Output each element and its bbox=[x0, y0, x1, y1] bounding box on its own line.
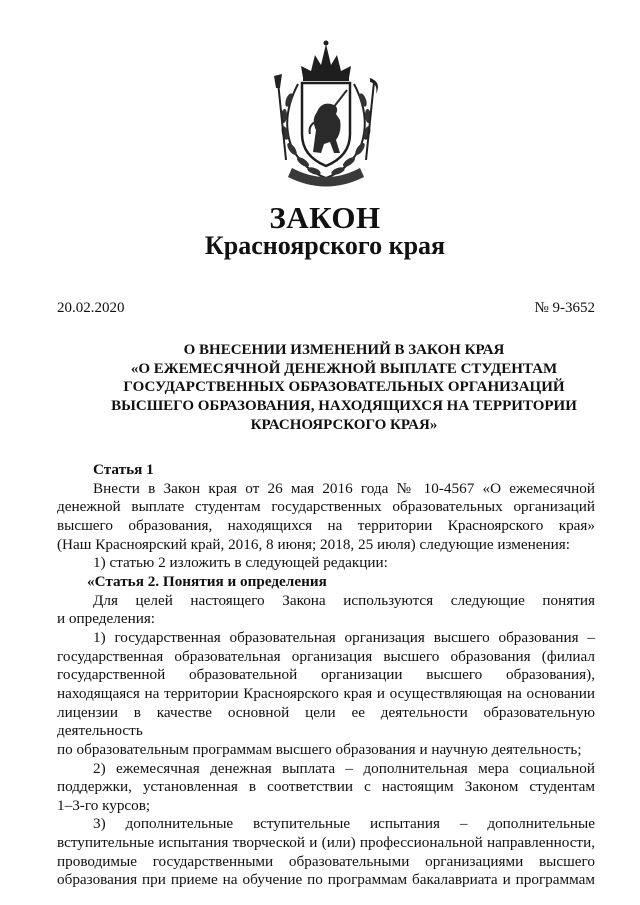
body-text-line: поддержки, установленная в соответствии с настоящим Законом студентам bbox=[57, 778, 595, 796]
body-text-line: высшего образования, находящихся на территории Красноярского края» bbox=[57, 516, 595, 534]
paragraph bbox=[57, 815, 595, 890]
quoted-article-heading: «Статья 2. Понятия и определения bbox=[87, 572, 327, 590]
body-text-line: денежной выплате студентам государственных образовательных организаций bbox=[57, 498, 595, 516]
paragraph bbox=[57, 480, 595, 555]
law-title-line: «О ЕЖЕМЕСЯЧНОЙ ДЕНЕЖНОЙ ВЫПЛАТЕ СТУДЕНТАМ bbox=[130, 360, 558, 377]
law-title-line: ВЫСШЕГО ОБРАЗОВАНИЯ, НАХОДЯЩИХСЯ НА ТЕРРИТОРИИ bbox=[111, 398, 577, 415]
paragraph bbox=[57, 629, 595, 760]
law-title-line: КРАСНОЯРСКОГО КРАЯ» bbox=[250, 416, 438, 433]
body-text-line: (Наш Красноярский край, 2016, 8 июня; 2018, 25 июля) следующие изменения: bbox=[57, 535, 570, 553]
body-text-line: находящаяся на территории Красноярского края и осуществляющая на основании bbox=[57, 684, 595, 702]
paragraph bbox=[57, 554, 595, 573]
body-text-line: Внести в Закон края от 26 мая 2016 года № 10-4567 «О ежемесячной bbox=[93, 479, 595, 497]
body-text-line: 1) статью 2 изложить в следующей редакции: bbox=[93, 554, 388, 572]
law-title-line: ГОСУДАРСТВЕННЫХ ОБРАЗОВАТЕЛЬНЫХ ОРГАНИЗАЦИЙ bbox=[123, 379, 565, 396]
body-text-line: 1) государственная образовательная организация высшего образования – bbox=[93, 628, 595, 646]
body-text-line: вступительные испытания творческой и (или) профессиональной направленности, bbox=[57, 834, 595, 852]
body-text-line: по образовательным программам высшего образования и научную деятельность; bbox=[57, 740, 582, 758]
body-text-line: 2) ежемесячная денежная выплата – дополнительная мера социальной bbox=[93, 759, 595, 777]
coat-of-arms-emblem bbox=[270, 38, 382, 190]
law-body bbox=[57, 461, 595, 890]
paragraph bbox=[57, 592, 595, 629]
intro-paragraphs bbox=[57, 480, 595, 573]
body-text-line: Для целей настоящего Закона используются следующие понятия bbox=[93, 591, 595, 609]
body-text-line: государственная образовательная организация высшего образования (филиал bbox=[57, 647, 595, 665]
law-title-line: О ВНЕСЕНИИ ИЗМЕНЕНИЙ В ЗАКОН КРАЯ bbox=[183, 342, 505, 358]
body-text-line: и определения: bbox=[57, 610, 156, 628]
body-text-line: государственной образовательной организации высшего образования), bbox=[57, 666, 595, 684]
region-subtitle: Красноярского края bbox=[204, 231, 446, 260]
body-text-line: лицензии в качестве основной цели ее деятельности образовательную деятельность bbox=[57, 703, 595, 740]
law-title bbox=[84, 341, 604, 435]
body-text-line: 1–3-го курсов; bbox=[57, 796, 151, 814]
article-heading: Статья 1 bbox=[93, 461, 154, 478]
body-text-line: образования при приеме на обучение по программам бакалавриата и программам bbox=[57, 871, 595, 889]
law-number: № 9-3652 bbox=[534, 300, 595, 316]
definitions-paragraphs bbox=[57, 592, 595, 891]
body-text-line: 3) дополнительные вступительные испытания – дополнительные bbox=[93, 815, 595, 833]
paragraph bbox=[57, 760, 595, 816]
body-text-line: проводимые государственными образовательными организациями высшего bbox=[57, 852, 595, 870]
document-type-title: ЗАКОН bbox=[269, 200, 381, 235]
law-date: 20.02.2020 bbox=[57, 300, 125, 316]
